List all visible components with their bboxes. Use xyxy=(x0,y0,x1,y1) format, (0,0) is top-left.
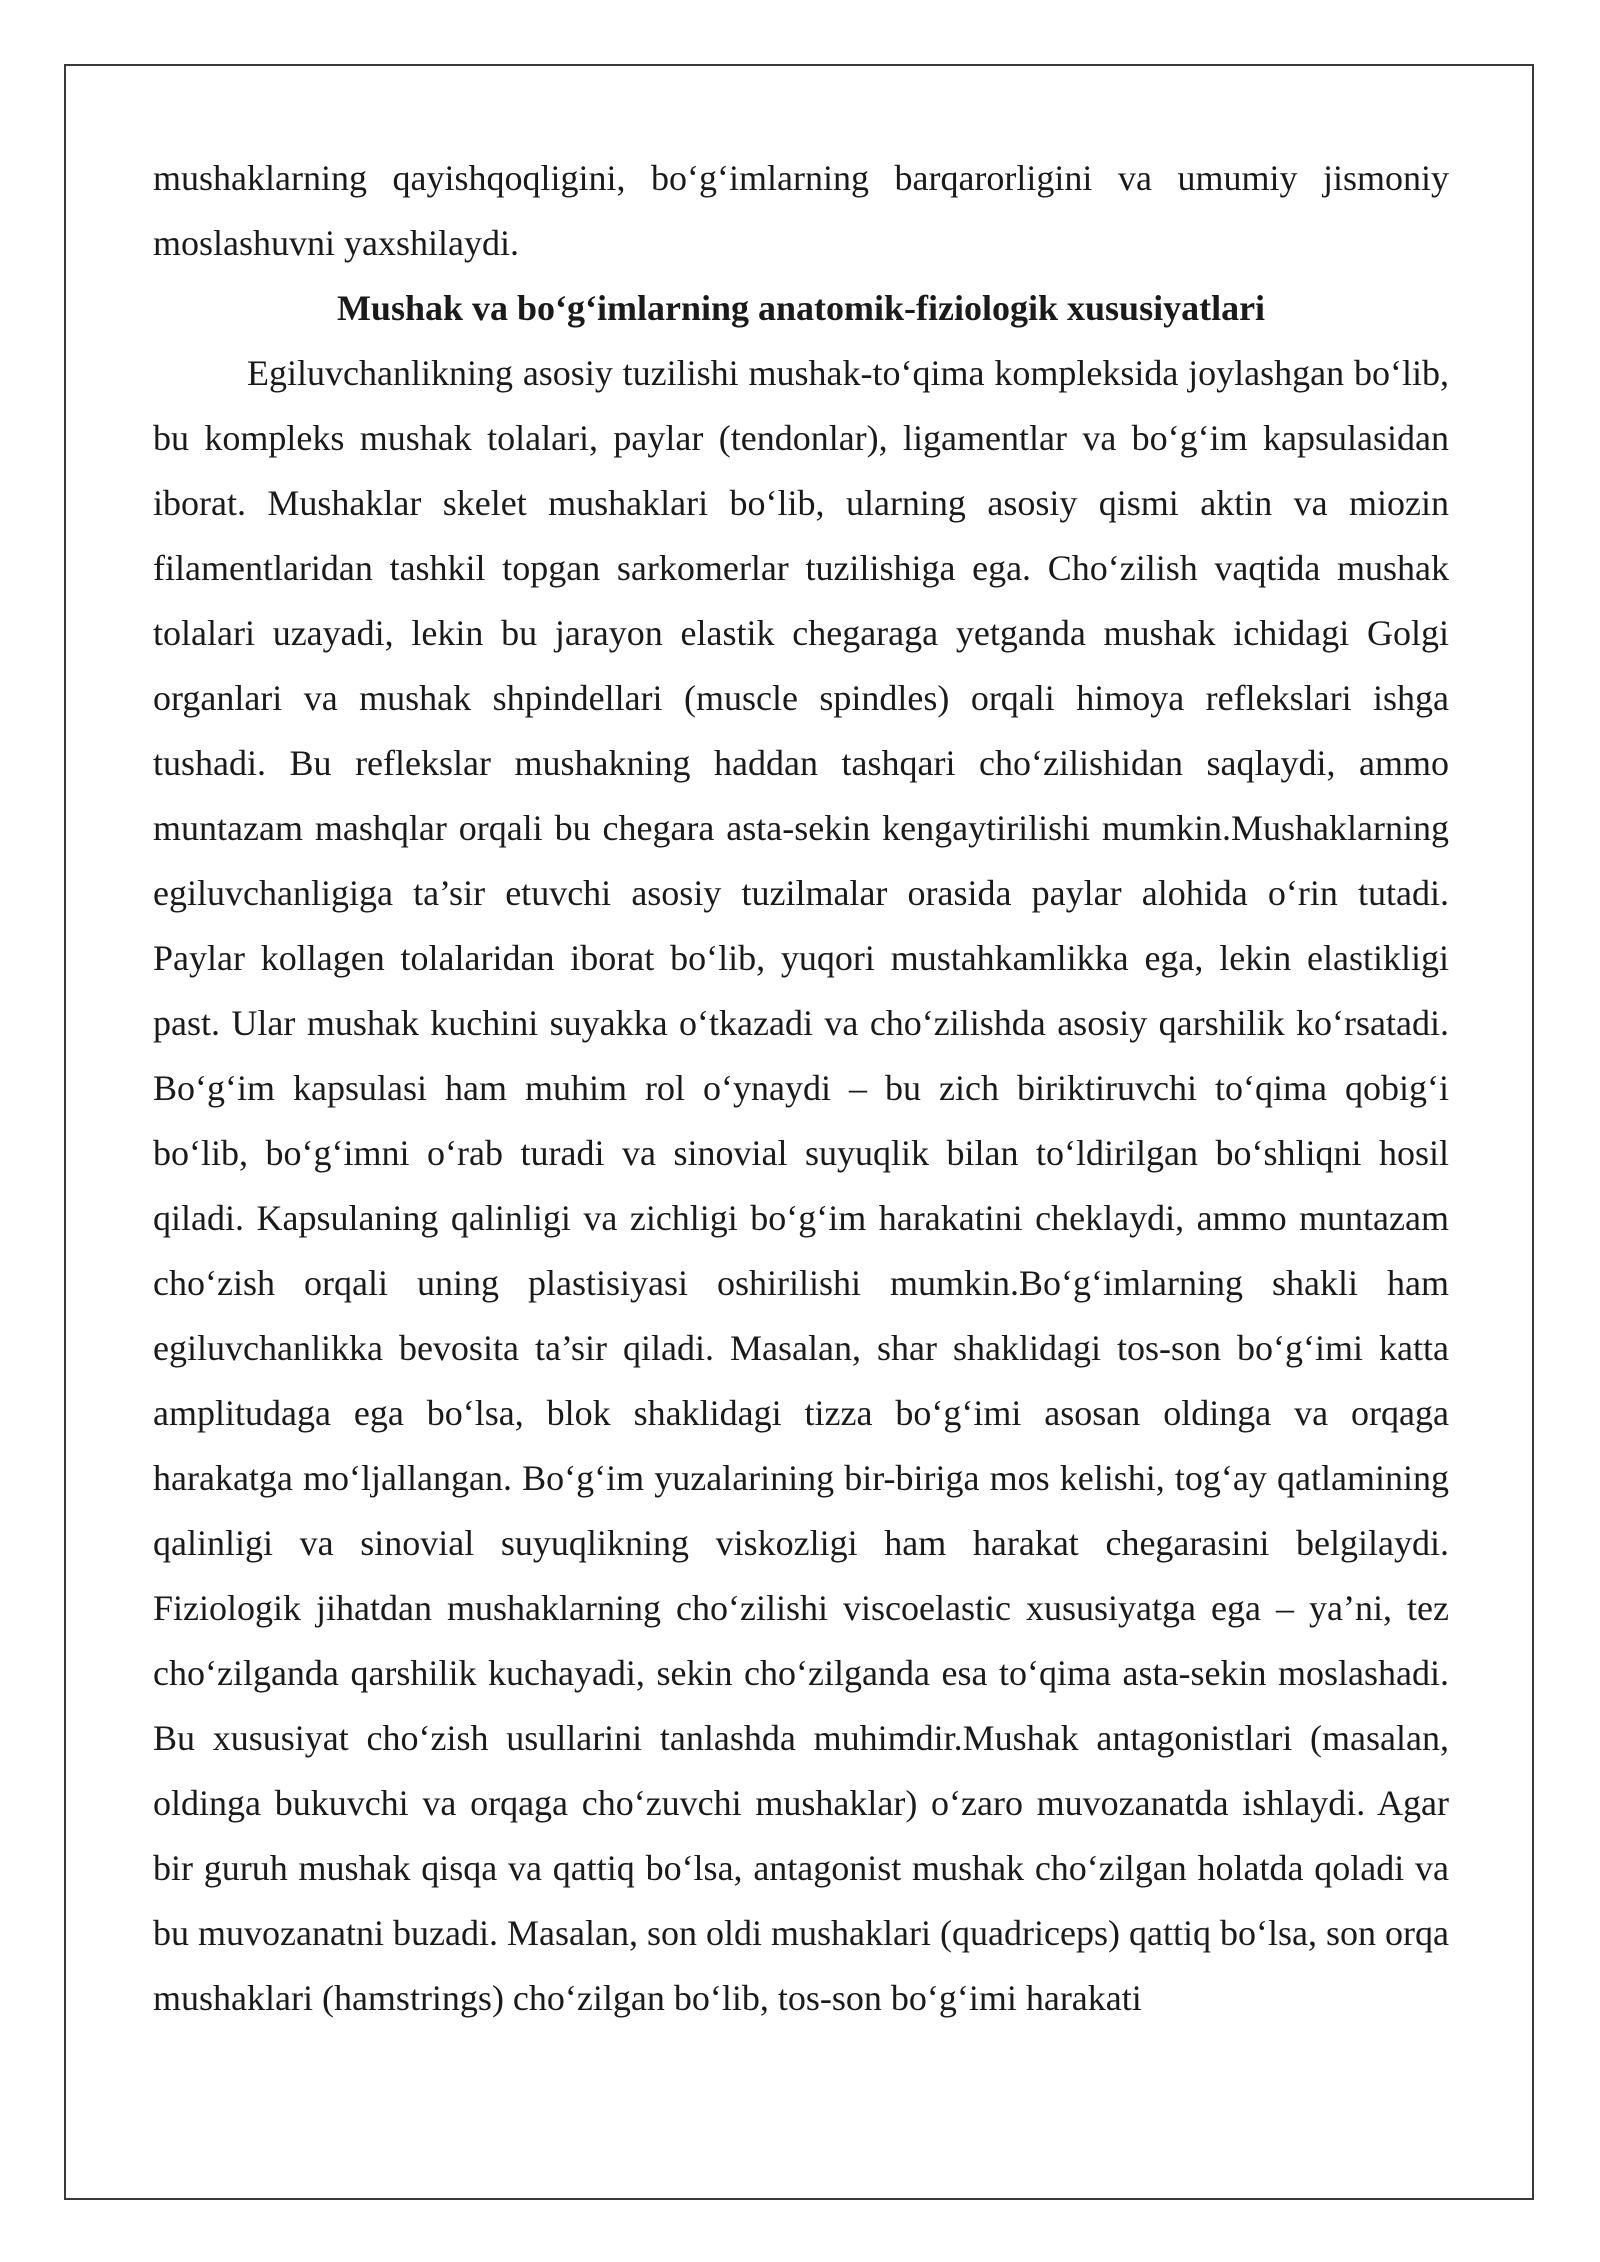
document-body xyxy=(153,146,1449,2031)
lead-paragraph: mushaklarning qayishqoqligini, bo‘g‘imlarning barqarorligini va umumiy jismoniy moslashuvni yaxshilaydi. xyxy=(153,158,1449,263)
body-paragraph: Egiluvchanlikning asosiy tuzilishi mushak-to‘qima kompleksida joylashgan bo‘lib, bu kompleks mushak tolalari, paylar (tendonlar), ligamentlar va bo‘g‘im kapsulasidan iborat. Mushaklar skelet mushaklari bo‘lib, ularning asosiy qismi aktin va miozin filamentlaridan tashkil topgan sarkomerlar tuzilishiga ega. Cho‘zilish vaqtida mushak tolalari uzayadi, lekin bu jarayon elastik chegaraga yetganda mushak ichidagi Golgi organlari va mushak shpindellari (muscle spindles) orqali himoya reflekslari ishga tushadi. Bu reflekslar mushakning haddan tashqari cho‘zilishidan saqlaydi, ammo muntazam mashqlar orqali bu chegara asta-sekin kengaytirilishi mumkin.Mushaklarning egiluvchanligiga ta’sir etuvchi asosiy tuzilmalar orasida paylar alohida o‘rin tutadi. Paylar kollagen tolalaridan iborat bo‘lib, yuqori mustahkamlikka ega, lekin elastikligi past. Ular mushak kuchini suyakka o‘tkazadi va cho‘zilishda asosiy qarshilik ko‘rsatadi. Bo‘g‘im kapsulasi ham muhim rol o‘ynaydi – bu zich biriktiruvchi to‘qima qobig‘i bo‘lib, bo‘g‘imni o‘rab turadi va sinovial suyuqlik bilan to‘ldirilgan bo‘shliqni hosil qiladi. Kapsulaning qalinligi va zichligi bo‘g‘im harakatini cheklaydi, ammo muntazam cho‘zish orqali uning plastisiyasi oshirilishi mumkin.Bo‘g‘imlarning shakli ham egiluvchanlikka bevosita ta’sir qiladi. Masalan, shar shaklidagi tos-son bo‘g‘imi katta amplitudaga ega bo‘lsa, blok shaklidagi tizza bo‘g‘imi asosan oldinga va orqaga harakatga mo‘ljallangan. Bo‘g‘im yuzalarining bir-biriga mos kelishi, tog‘ay qatlamining qalinligi va sinovial suyuqlikning viskozligi ham harakat chegarasini belgilaydi. Fiziologik jihatdan mushaklarning cho‘zilishi viscoelastic xususiyatga ega – ya’ni, tez cho‘zilganda qarshilik kuchayadi, sekin cho‘zilganda esa to‘qima asta-sekin moslashadi. Bu xususiyat cho‘zish usullarini tanlashda muhimdir.Mushak antagonistlari (masalan, oldinga bukuvchi va orqaga cho‘zuvchi mushaklar) o‘zaro muvozanatda ishlaydi. Agar bir guruh mushak qisqa va qattiq bo‘lsa, antagonist mushak cho‘zilgan holatda qoladi va bu muvozanatni buzadi. Masalan, son oldi mushaklari (quadriceps) qattiq bo‘lsa, son orqa mushaklari (hamstrings) cho‘zilgan bo‘lib, tos-son bo‘g‘imi harakati xyxy=(153,353,1449,2018)
section-heading: Mushak va bo‘g‘imlarning anatomik-fiziologik xususiyatlari xyxy=(336,288,1266,328)
